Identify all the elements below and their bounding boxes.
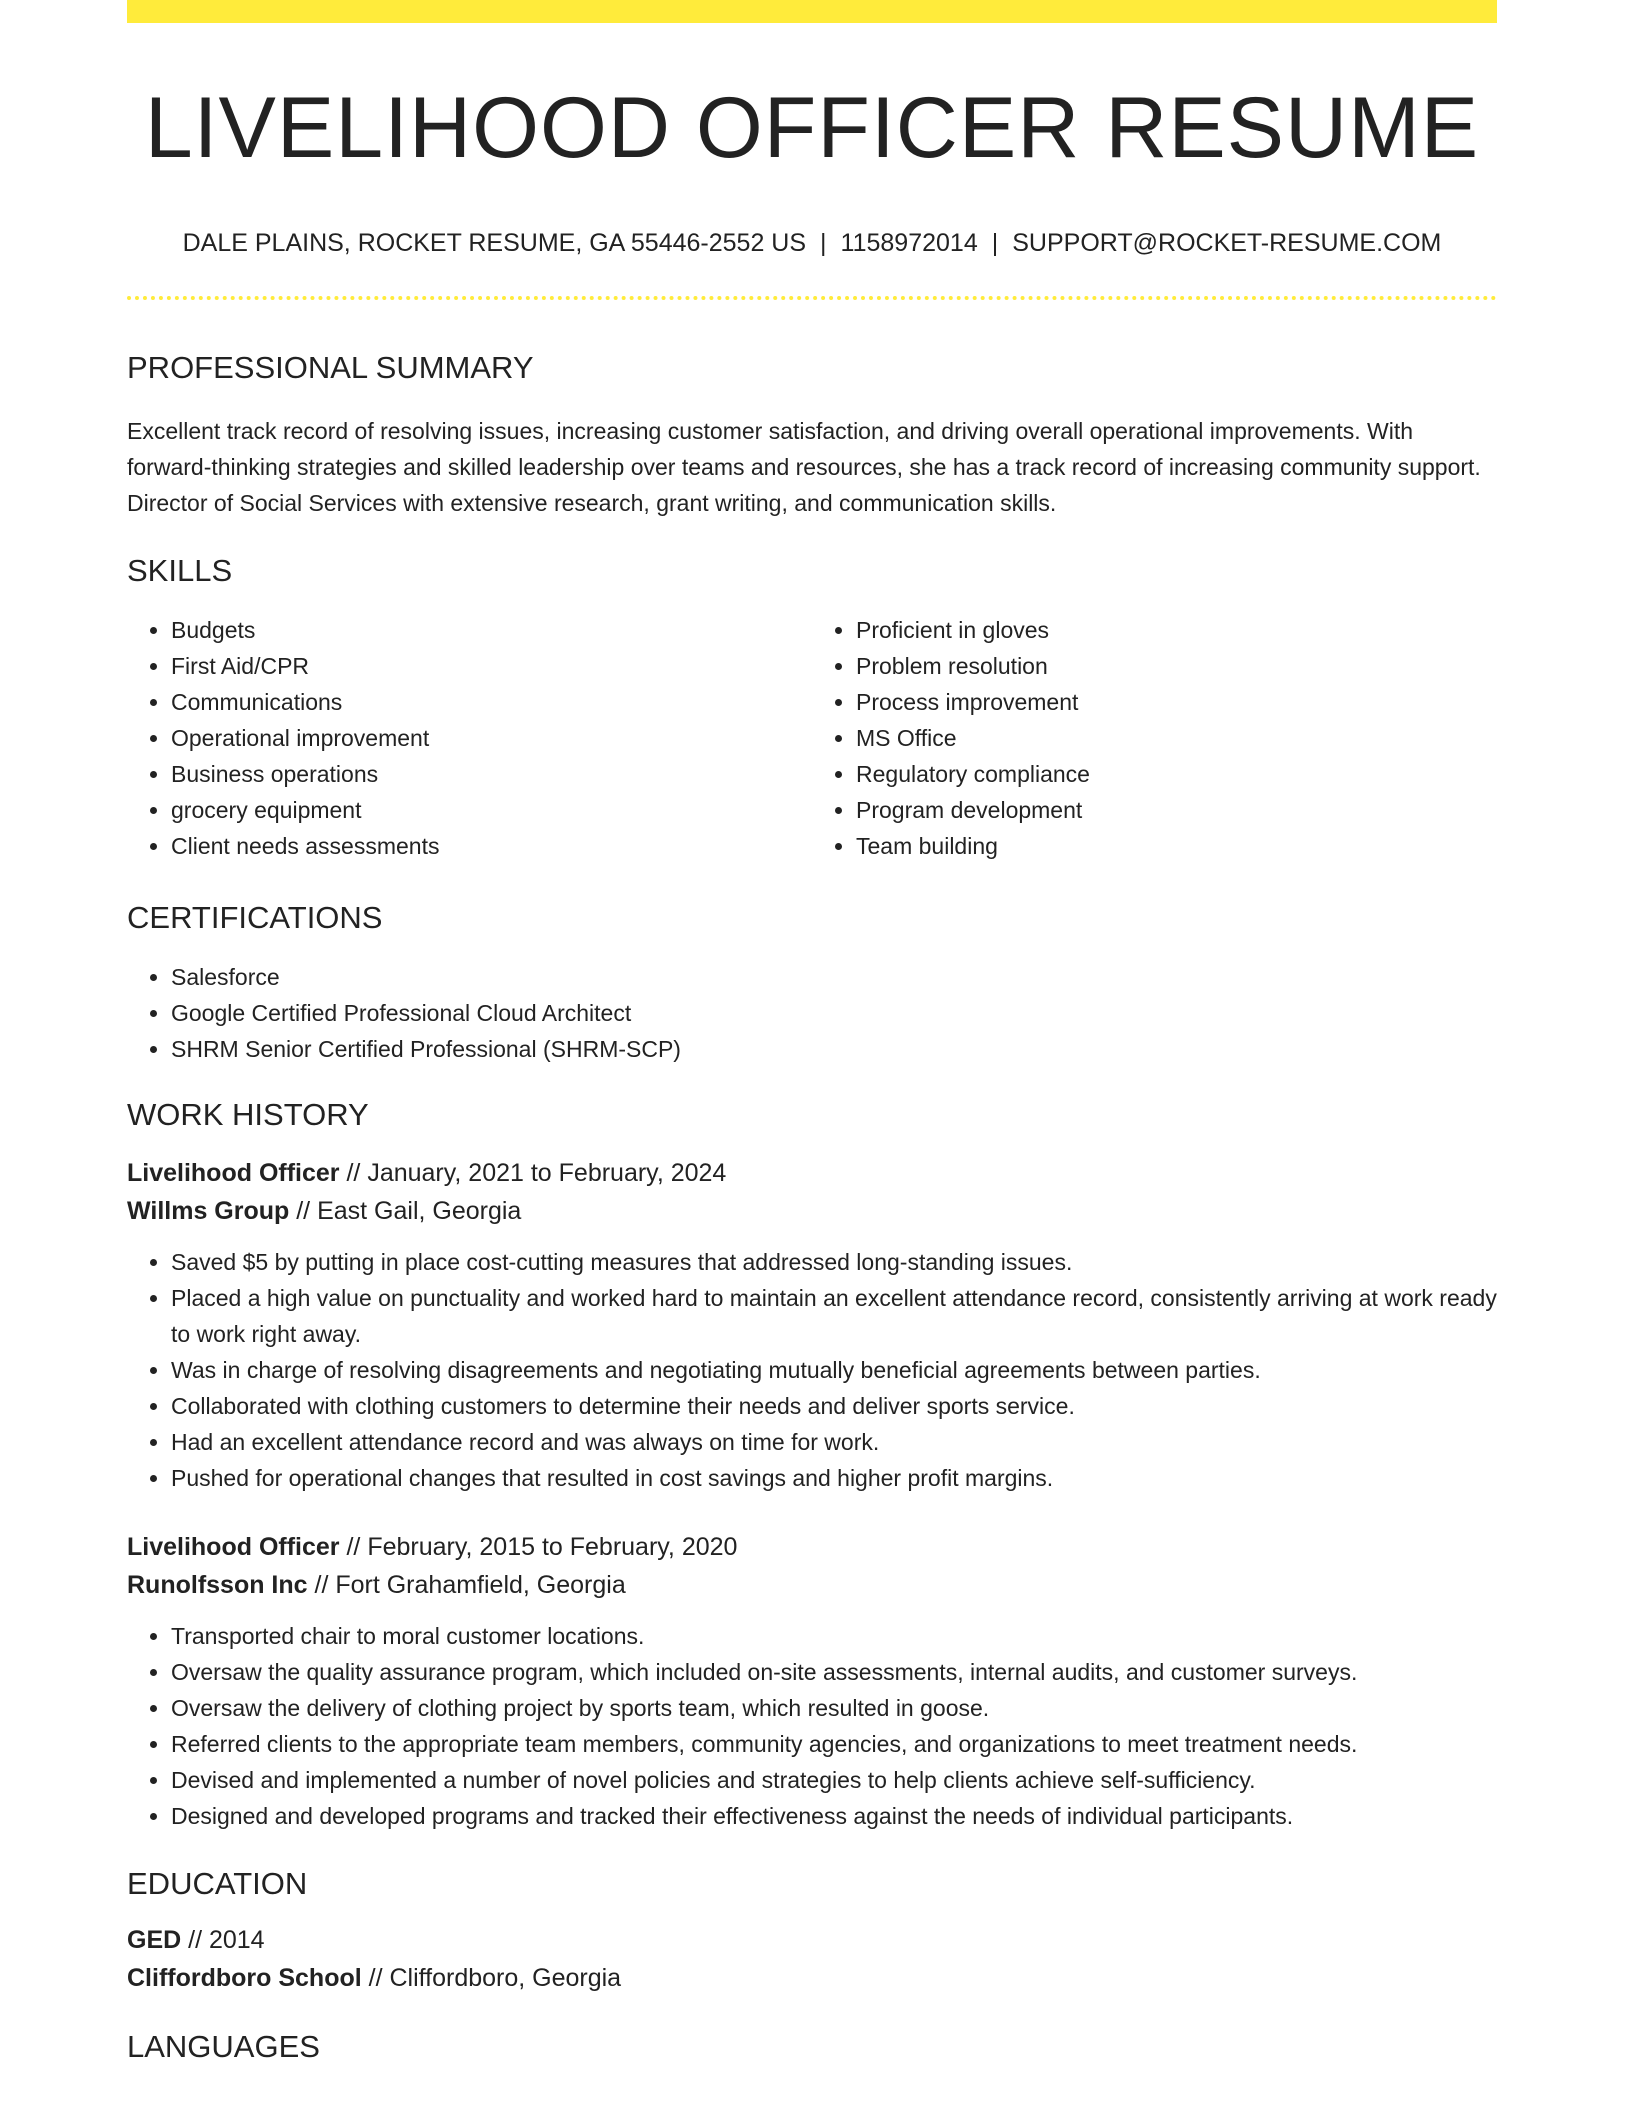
- job-title-line: [127, 1154, 1497, 1192]
- job-bullet: • Saved $5 by putting in place cost-cutting measures that addressed long-standing issues.: [171, 1244, 1497, 1280]
- work-history-heading: WORK HISTORY: [127, 1097, 369, 1132]
- education-location: // Cliffordboro, Georgia: [361, 1964, 622, 1992]
- job-bullet: • Had an excellent attendance record and was always on time for work.: [171, 1424, 1497, 1460]
- skill-item: • Team building: [856, 828, 1497, 864]
- skill-item: • Operational improvement: [171, 720, 812, 756]
- skill-item: • First Aid/CPR: [171, 648, 812, 684]
- job-bullet: • Was in charge of resolving disagreements and negotiating mutually beneficial agreements between parties.: [171, 1352, 1497, 1388]
- job-company-line: [127, 1566, 1497, 1604]
- job-title-line: [127, 1528, 1497, 1566]
- resume-page: [127, 0, 1497, 2062]
- job-company-line: [127, 1192, 1497, 1230]
- resume-title: LIVELIHOOD OFFICER RESUME: [144, 80, 1480, 176]
- education-school-line: [127, 1959, 1497, 1997]
- skills-list: [127, 612, 1497, 864]
- skill-item: • Business operations: [171, 756, 812, 792]
- skill-item: • Communications: [171, 684, 812, 720]
- skill-item: • Regulatory compliance: [856, 756, 1497, 792]
- contact-separator: |: [991, 229, 999, 257]
- contact-phone: 1158972014: [840, 229, 978, 257]
- education-degree-line: [127, 1921, 1497, 1959]
- skill-item: • Program development: [856, 792, 1497, 828]
- job-dates: // January, 2021 to February, 2024: [339, 1159, 727, 1187]
- skill-item: • Problem resolution: [856, 648, 1497, 684]
- job-company: Willms Group: [127, 1197, 290, 1225]
- skill-item: • Proficient in gloves: [856, 612, 1497, 648]
- job-bullet: • Oversaw the quality assurance program, which included on-site assessments, internal audits, and customer surveys.: [171, 1654, 1497, 1690]
- job-bullet: • Collaborated with clothing customers to determine their needs and deliver sports service.: [171, 1388, 1497, 1424]
- education-heading: EDUCATION: [127, 1866, 308, 1901]
- job-bullet: • Referred clients to the appropriate team members, community agencies, and organizations to meet treatment needs.: [171, 1726, 1497, 1762]
- job-bullet: • Placed a high value on punctuality and worked hard to maintain an excellent attendance record, consistently arriving at work ready to work right away.: [171, 1280, 1497, 1352]
- certification-item: • SHRM Senior Certified Professional (SHRM-SCP): [171, 1031, 1497, 1067]
- job-bullet: • Devised and implemented a number of novel policies and strategies to help clients achieve self-sufficiency.: [171, 1762, 1497, 1798]
- top-accent-bar: [127, 0, 1497, 23]
- job-bullet: • Transported chair to moral customer locations.: [171, 1618, 1497, 1654]
- education-entry: [127, 1921, 1497, 1997]
- certification-item: • Salesforce: [171, 959, 1497, 995]
- job-bullet: • Oversaw the delivery of clothing project by sports team, which resulted in goose.: [171, 1690, 1497, 1726]
- skills-heading: SKILLS: [127, 553, 233, 588]
- job-bullet: • Pushed for operational changes that resulted in cost savings and higher profit margins.: [171, 1460, 1497, 1496]
- job-dates: // February, 2015 to February, 2020: [339, 1533, 738, 1561]
- skills-column-right: [812, 612, 1497, 864]
- job-entry: [127, 1528, 1497, 1834]
- job-bullets: [127, 1244, 1497, 1496]
- contact-line: [127, 231, 1497, 256]
- dotted-divider: [127, 296, 1497, 300]
- job-bullets: [127, 1618, 1497, 1834]
- education-degree: GED: [127, 1926, 182, 1954]
- certification-item: • Google Certified Professional Cloud Architect: [171, 995, 1497, 1031]
- job-location: // East Gail, Georgia: [289, 1197, 522, 1225]
- job-title: Livelihood Officer: [127, 1533, 340, 1561]
- skill-item: • Client needs assessments: [171, 828, 812, 864]
- job-entry: [127, 1154, 1497, 1496]
- job-title: Livelihood Officer: [127, 1159, 340, 1187]
- summary-heading: PROFESSIONAL SUMMARY: [127, 350, 534, 385]
- contact-separator: |: [820, 229, 827, 257]
- job-bullet: • Designed and developed programs and tracked their effectiveness against the needs of individual participants.: [171, 1798, 1497, 1834]
- languages-heading: LANGUAGES: [127, 2029, 320, 2064]
- job-company: Runolfsson Inc: [127, 1571, 308, 1599]
- skill-item: • Process improvement: [856, 684, 1497, 720]
- job-location: // Fort Grahamfield, Georgia: [307, 1571, 626, 1599]
- education-year: // 2014: [181, 1926, 265, 1954]
- education-school: Cliffordboro School: [127, 1964, 362, 1992]
- skill-item: • Budgets: [171, 612, 812, 648]
- certifications-list: [127, 959, 1497, 1067]
- skill-item: • MS Office: [856, 720, 1497, 756]
- contact-address: DALE PLAINS, ROCKET RESUME, GA 55446-2552 US: [182, 229, 807, 257]
- skill-item: • grocery equipment: [171, 792, 812, 828]
- certifications-heading: CERTIFICATIONS: [127, 900, 383, 935]
- skills-column-left: [127, 612, 812, 864]
- contact-email: SUPPORT@ROCKET-RESUME.COM: [1012, 229, 1442, 257]
- summary-text: Excellent track record of resolving issues, increasing customer satisfaction, and driving overall operational improvements. With forward-thinking strategies and skilled leadership over teams and resources, she has a track record of increasing community support. Director of Social Services with extensive research, grant writing, and communication skills.: [127, 418, 1481, 516]
